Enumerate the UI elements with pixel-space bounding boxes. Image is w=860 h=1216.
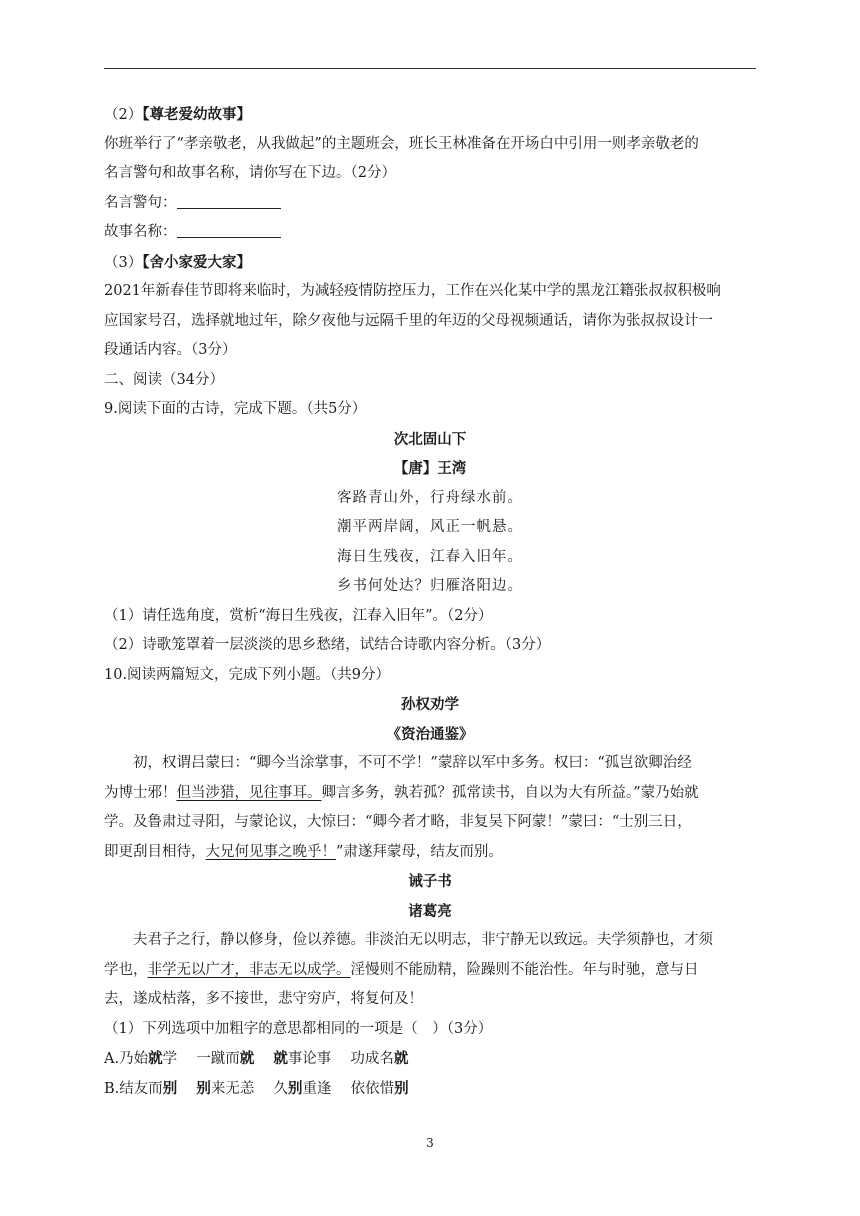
- q8-part3-title: 【舍小家爱大家】: [142, 253, 251, 271]
- quote-answer-line: [104, 189, 756, 219]
- quote-label: 名言警句：: [104, 194, 177, 211]
- bold-character: 就: [239, 1050, 255, 1067]
- text2-line-3: 去，遂成枯落，多不接世，悲守穷庐，将复何及！: [104, 991, 423, 1007]
- option-text: B.结友而: [104, 1080, 163, 1097]
- story-blank[interactable]: [177, 221, 281, 238]
- page-content: [104, 100, 756, 1103]
- q8-part3-text-2: 应国家号召，选择就地过年，除夕夜他与远隔千里的年迈的父母视频通话，请你为张叔叔设计一: [104, 312, 713, 329]
- underlined-sentence: 非学无以广才，非志无以成学。: [147, 961, 351, 978]
- q8-part2-text-2: 名言警句和故事名称，请你写在下边。（2分）: [104, 165, 396, 181]
- q8-part3-text-3: 段通话内容。（3分）: [104, 342, 237, 358]
- bold-character: 就: [273, 1050, 288, 1067]
- bold-character: 就: [148, 1050, 163, 1067]
- q9-sub1: （1）请任选角度，赏析“海日生残夜，江春入旧年”。（2分）: [104, 607, 493, 624]
- text1-line-4-b: ”肃遂拜蒙母，结友而别。: [336, 843, 503, 860]
- poem-line: 乡书何处达？归雁洛阳边。: [337, 578, 523, 594]
- option-text: [254, 1051, 273, 1067]
- option-text: A.乃始: [104, 1051, 149, 1067]
- story-label: 故事名称：: [104, 224, 177, 240]
- text1-line-4: [104, 838, 756, 868]
- text1-line-1: 初，权谓吕蒙曰：“卿今当涂掌事，不可不学！”蒙辞以军中多务。权曰：“孤岂欲卿治经: [133, 755, 692, 771]
- poem-line: 潮平两岸阔，风正一帆悬。: [337, 519, 523, 535]
- bold-character: 别: [394, 1079, 409, 1097]
- page-number: 3: [426, 1136, 434, 1150]
- option-text: [177, 1081, 196, 1097]
- q8-part3-heading: [104, 248, 756, 278]
- q8-part2-number: （2）: [104, 107, 143, 123]
- mc-question: （1）下列选项中加粗字的意思都相同的一项是（ ）（3分）: [104, 1020, 493, 1037]
- poem-author: 【唐】王湾: [393, 460, 467, 477]
- q8-part2-heading: [104, 100, 756, 130]
- poem-line: 客路青山外，行舟绿水前。: [337, 489, 523, 506]
- text2-line-2: [104, 956, 756, 986]
- story-answer-line: [104, 218, 756, 248]
- bold-character: 就: [393, 1050, 409, 1067]
- q9-intro: 9.阅读下面的古诗，完成下题。（共5分）: [104, 401, 367, 417]
- text2-line-1: 夫君子之行，静以修身，俭以养德。非淡泊无以明志，非宁静无以致远。夫学须静也，才须: [133, 932, 713, 948]
- text1-title: 孙权劝学: [401, 696, 459, 713]
- q8-part2-text-1: 你班举行了“孝亲敬老，从我做起”的主题班会，班长王林准备在开场白中引用一则孝亲敬老的: [104, 135, 699, 152]
- underlined-sentence: 但当涉猎，见往事耳。: [176, 784, 322, 801]
- q10-intro: 10.阅读两篇短文，完成下列小题。（共9分）: [104, 666, 391, 683]
- option-text: 重逢 依依惜: [302, 1080, 395, 1097]
- text1-line-2: [104, 779, 756, 809]
- bold-character: 别: [196, 1079, 211, 1097]
- text1-source: 《资治通鉴》: [386, 725, 474, 743]
- underlined-sentence: 大兄何见事之晚乎！: [205, 843, 336, 860]
- text1-line-2-b: 卿言多务，孰若孤？孤常读书，自以为大有所益。”蒙乃始就: [321, 784, 699, 801]
- option-text: 学 一蹴而: [162, 1051, 240, 1067]
- quote-blank[interactable]: [177, 192, 281, 209]
- text1-line-2-a: 为博士邪！: [104, 784, 177, 801]
- option-text: 来无恙 久: [210, 1080, 288, 1097]
- option-a[interactable]: [104, 1044, 756, 1074]
- poem-line: 海日生残夜，江春入旧年。: [337, 548, 523, 565]
- text1-line-3: 学。及鲁肃过寻阳，与蒙论议，大惊曰：“卿今者才略，非复吴下阿蒙！”蒙曰：“士别三日，: [104, 814, 692, 830]
- text2-line-2-a: 学也，: [104, 961, 148, 978]
- header-rule: [104, 68, 756, 69]
- text1-line-4-a: 即更刮目相待，: [104, 843, 206, 860]
- q8-part3-text-1: 2021年新春佳节即将来临时，为减轻疫情防控压力，工作在兴化某中学的黑龙江籍张叔叔积极响: [104, 283, 721, 299]
- text2-line-2-b: 淫慢则不能励精，险躁则不能治性。年与时驰，意与日: [350, 961, 699, 978]
- section-reading-heading: 二、阅读（34分）: [104, 371, 224, 388]
- q9-sub2: （2）诗歌笼罩着一层淡淡的思乡愁绪，试结合诗歌内容分析。（3分）: [104, 637, 551, 653]
- option-b[interactable]: [104, 1074, 756, 1104]
- text2-title: 诫子书: [408, 873, 452, 890]
- q8-part2-title: 【尊老爱幼故事】: [142, 106, 251, 123]
- q8-part3-number: （3）: [104, 254, 143, 271]
- bold-character: 别: [287, 1079, 303, 1097]
- text2-author: 诸葛亮: [408, 902, 452, 920]
- option-text: 事论事 功成名: [287, 1051, 394, 1067]
- bold-character: 别: [162, 1079, 178, 1097]
- poem-title: 次北固山下: [393, 430, 467, 448]
